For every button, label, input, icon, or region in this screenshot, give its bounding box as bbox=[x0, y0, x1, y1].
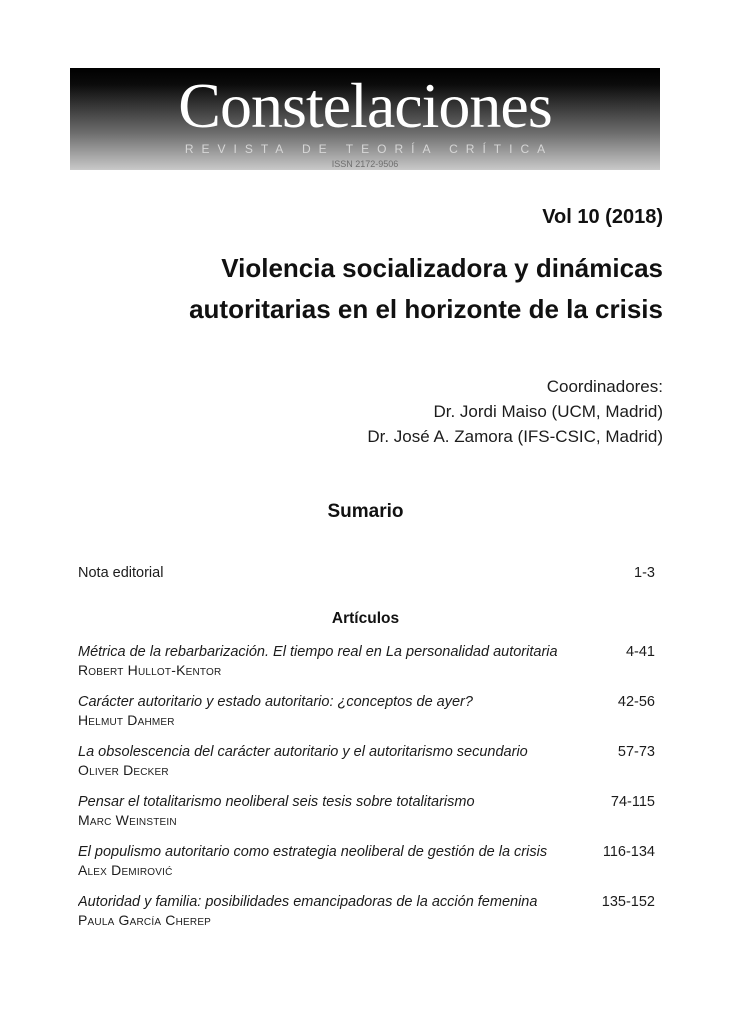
article-author: Paula García Cherep bbox=[78, 912, 212, 928]
volume-label: Vol 10 (2018) bbox=[542, 206, 663, 228]
editorial-pages: 1-3 bbox=[634, 565, 655, 581]
article-title: Métrica de la rebarbarización. El tiempo real en La personalidad autoritaria bbox=[78, 644, 558, 660]
toc-article-list bbox=[78, 642, 655, 942]
issue-title bbox=[78, 248, 663, 330]
article-title-row bbox=[78, 892, 655, 912]
article-author: Robert Hullot-Kentor bbox=[78, 662, 222, 678]
article-author: Marc Weinstein bbox=[78, 812, 177, 828]
coordinator-name: Dr. Jordi Maiso (UCM, Madrid) bbox=[433, 402, 663, 421]
journal-issn: ISSN 2172-9506 bbox=[331, 159, 399, 169]
article-author: Helmut Dahmer bbox=[78, 712, 175, 728]
toc-article-entry bbox=[78, 642, 655, 692]
editorial-title: Nota editorial bbox=[78, 565, 164, 581]
article-title-row bbox=[78, 742, 655, 762]
journal-banner bbox=[70, 68, 660, 170]
article-title-row bbox=[78, 842, 655, 862]
article-title-row bbox=[78, 642, 655, 662]
journal-subtitle: REVISTA DE TEORÍA CRÍTICA bbox=[184, 142, 554, 156]
article-pages: 42-56 bbox=[617, 694, 655, 710]
article-title: Pensar el totalitarismo neoliberal seis tesis sobre totalitarismo bbox=[78, 794, 475, 810]
issue-title-line1: Violencia socializadora y dinámicas bbox=[221, 253, 663, 283]
article-title: El populismo autoritario como estrategia neoliberal de gestión de la crisis bbox=[78, 844, 548, 860]
article-title-row bbox=[78, 692, 655, 712]
article-pages: 74-115 bbox=[610, 794, 655, 810]
coordinators-label: Coordinadores: bbox=[546, 377, 663, 396]
toc-article-entry bbox=[78, 892, 655, 942]
article-title: Autoridad y familia: posibilidades emancipadoras de la acción femenina bbox=[78, 894, 538, 910]
summary-heading: Sumario bbox=[327, 501, 404, 522]
coordinator-name: Dr. José A. Zamora (IFS-CSIC, Madrid) bbox=[367, 427, 663, 446]
journal-logo-title: Constelaciones bbox=[178, 70, 552, 141]
article-author: Alex Demirović bbox=[78, 862, 173, 878]
toc-article-entry bbox=[78, 792, 655, 842]
articles-section-heading: Artículos bbox=[331, 610, 400, 627]
article-title: La obsolescencia del carácter autoritario y el autoritarismo secundario bbox=[78, 744, 528, 760]
toc-article-entry bbox=[78, 842, 655, 892]
coordinators-block bbox=[78, 374, 663, 449]
article-pages: 57-73 bbox=[617, 744, 655, 760]
toc-editorial-row bbox=[78, 563, 655, 583]
article-title: Carácter autoritario y estado autoritario: ¿conceptos de ayer? bbox=[78, 694, 473, 710]
article-author: Oliver Decker bbox=[78, 762, 169, 778]
article-pages: 135-152 bbox=[601, 894, 655, 910]
article-title-row bbox=[78, 792, 655, 812]
toc-article-entry bbox=[78, 742, 655, 792]
issue-title-line2: autoritarias en el horizonte de la crisis bbox=[189, 294, 663, 324]
article-pages: 116-134 bbox=[602, 844, 655, 860]
toc-article-entry bbox=[78, 692, 655, 742]
article-pages: 4-41 bbox=[625, 644, 655, 660]
